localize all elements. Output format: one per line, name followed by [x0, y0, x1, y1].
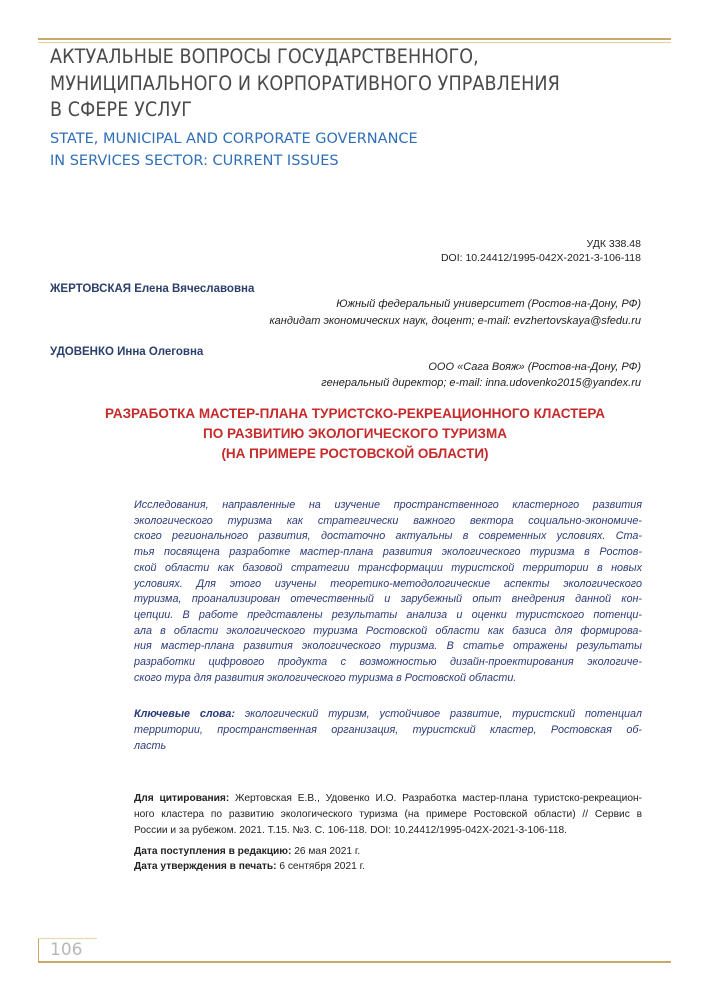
author-position: генеральный директор; e-mail: inna.udovenko2015@yandex.ru — [321, 377, 641, 389]
journal-section-title-ru — [50, 44, 670, 124]
abstract-line: ского тура для развития экологического туризма в Ростовской области. — [134, 671, 517, 684]
section-title-ru-line: В СФЕРЕ УСЛУГ — [50, 98, 193, 121]
author-name: ЖЕРТОВСКАЯ Елена Вячеславовна — [50, 283, 255, 295]
journal-section-title-en — [50, 128, 670, 172]
abstract-line: разработки цифрового продукта с возможностью дизайн-проектирования экологиче- — [134, 656, 642, 669]
udk-code: УДК 338.48 — [586, 238, 641, 250]
footer-rule-left — [38, 961, 96, 963]
citation-line — [134, 791, 642, 807]
keywords-text: экологический туризм, устойчивое развитие, туристский потенциал — [235, 708, 642, 720]
citation-text: Жертовская Е.В., Удовенко И.О. Разработка мастер-плана туристско-рекреацион- — [229, 793, 643, 804]
approved-date-label: Дата утверждения в печать: — [134, 861, 277, 872]
keywords-label: Ключевые слова: — [134, 708, 236, 720]
approved-date-value: 6 сентября 2021 г. — [276, 861, 365, 872]
received-date-value: 26 мая 2021 г. — [291, 846, 361, 857]
abstract-line: цепции. В работе представлены результаты анализа и оценки туристского потенци- — [134, 608, 642, 621]
article-title-line: ПО РАЗВИТИЮ ЭКОЛОГИЧЕСКОГО ТУРИЗМА — [203, 426, 507, 441]
keywords-line: территории, пространственная организация, туристский кластер, Ростовская об- — [134, 724, 642, 736]
top-decorative-rule-thin — [38, 42, 671, 43]
article-title-line: (НА ПРИМЕРЕ РОСТОВСКОЙ ОБЛАСТИ) — [221, 446, 489, 461]
section-title-ru-line: МУНИЦИПАЛЬНОГО И КОРПОРАТИВНОГО УПРАВЛЕНИЯ — [50, 71, 560, 95]
doi: DOI: 10.24412/1995-042X-2021-3-106-118 — [440, 252, 641, 264]
author-affiliation: ООО «Сага Вояж» (Ростов-на-Дону, РФ) — [428, 361, 641, 373]
abstract-line: ской области как базовой стратегии трансформации туристской территории в новых — [134, 561, 642, 574]
abstract-line: тья посвящена разработке мастер-плана развития экологического туризма в Ростов- — [134, 546, 642, 559]
abstract-line: условиях. Для этого изучены теоретико-методологические аспекты экологического — [134, 577, 642, 590]
received-date-label: Дата поступления в редакцию: — [134, 846, 292, 857]
abstract-line: ского регионального развития, достаточно актуальны в современных условиях. Ста- — [134, 530, 642, 543]
author-name: УДОВЕНКО Инна Олеговна — [50, 346, 204, 358]
article-title — [60, 404, 650, 464]
section-title-en-line: STATE, MUNICIPAL AND CORPORATE GOVERNANCE — [50, 131, 418, 147]
section-title-en-line: IN SERVICES SECTOR: CURRENT ISSUES — [50, 153, 339, 169]
article-title-line: РАЗРАБОТКА МАСТЕР-ПЛАНА ТУРИСТСКО-РЕКРЕАЦИОННОГО КЛАСТЕРА — [105, 406, 605, 421]
keywords-line — [134, 706, 642, 722]
citation-label: Для цитирования: — [134, 793, 230, 804]
top-decorative-rule — [38, 38, 671, 40]
approved-date — [134, 861, 365, 872]
abstract-line: экологического туризма как стратегически важного вектора социально-экономиче- — [134, 514, 642, 527]
received-date — [134, 846, 360, 857]
citation-line: России и за рубежом. 2021. Т.15. №3. С. 106-118. DOI: 10.24412/1995-042X-2021-3-106-118. — [134, 825, 567, 836]
abstract-line: ала в области экологического туризма Ростовской области как базиса для формирова- — [134, 624, 642, 637]
citation — [134, 791, 642, 839]
abstract-line: туризма, проанализирован отечественный и зарубежный опыт внедрения данной кон- — [134, 593, 642, 606]
section-title-ru-line: АКТУАЛЬНЫЕ ВОПРОСЫ ГОСУДАРСТВЕННОГО, — [50, 45, 479, 68]
abstract — [134, 498, 642, 686]
page-number: 106 — [50, 940, 83, 960]
footer-rule — [96, 961, 671, 963]
abstract-line: Исследования, направленные на изучение пространственного кластерного развития — [134, 499, 642, 511]
author-position: кандидат экономических наук, доцент; e-mail: evzhertovskaya@sfedu.ru — [269, 315, 641, 327]
keywords — [134, 706, 642, 754]
author-affiliation: Южный федеральный университет (Ростов-на-Дону, РФ) — [336, 298, 641, 310]
keywords-line: ласть — [134, 740, 167, 752]
citation-line: ного кластера по развитию экологического туризма (на примере Ростовской области) // Сервис в — [134, 809, 642, 820]
abstract-line: ния мастер-плана развития экологического туризма. В статье отражены результаты — [134, 640, 642, 653]
